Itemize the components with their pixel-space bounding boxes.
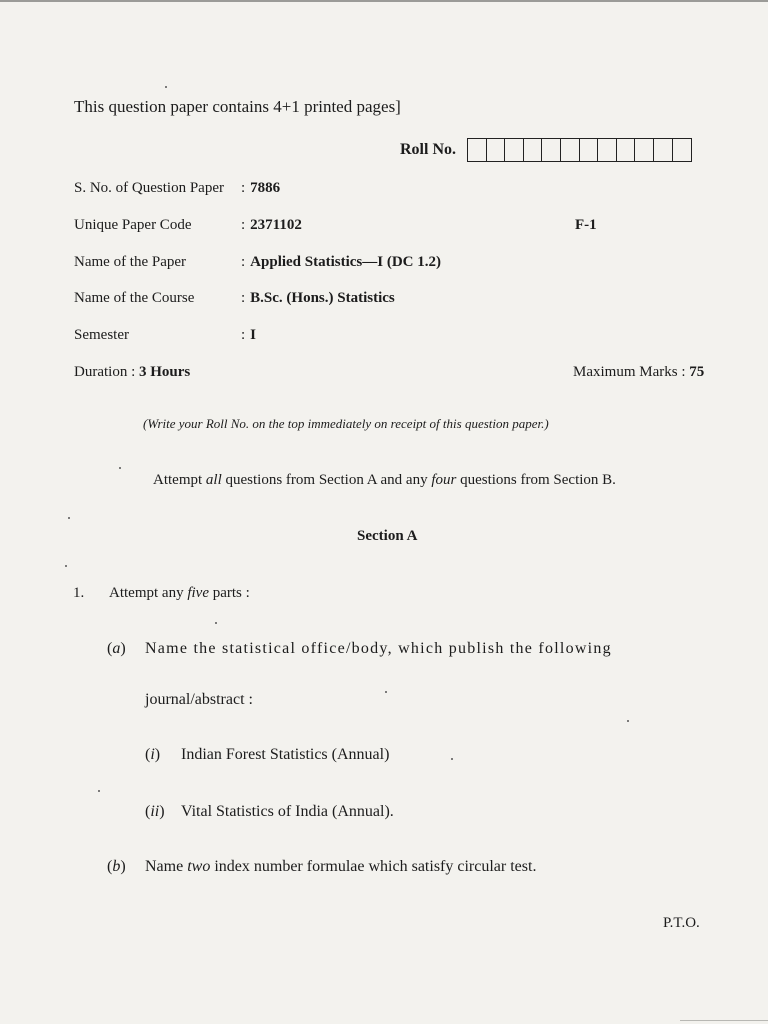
meta-label-course-name: Name of the Course [74, 290, 195, 306]
sub-item-ii-numeral: ii [150, 803, 160, 820]
meta-value-course-name [241, 290, 395, 307]
scan-edge-bottom [680, 1020, 768, 1021]
paren-close: ) [120, 640, 126, 657]
scan-speck [215, 622, 217, 624]
semester-value: I [250, 327, 257, 343]
roll-number-label: Roll No. [400, 141, 456, 158]
duration-value: 3 Hours [139, 364, 191, 380]
paper-name-value: Applied Statistics—I (DC 1.2) [250, 254, 442, 270]
question-1-number: 1. [73, 585, 85, 601]
scan-speck [98, 790, 100, 792]
section-a-heading: Section A [357, 528, 418, 544]
paren-open: ( [107, 858, 113, 875]
paper-code-value: 2371102 [250, 217, 302, 233]
scan-speck [451, 758, 453, 760]
scan-speck [68, 517, 70, 519]
roll-number-box[interactable] [598, 139, 617, 161]
roll-number-box[interactable] [617, 139, 636, 161]
roll-number-box[interactable] [505, 139, 524, 161]
roll-number-box[interactable] [561, 139, 580, 161]
set-code: F-1 [575, 217, 597, 233]
roll-number-box[interactable] [654, 139, 673, 161]
meta-value-serial-no [241, 180, 280, 197]
meta-separator: : [241, 180, 246, 196]
attempt-text-2: questions from Section A and any [221, 472, 432, 488]
meta-value-paper-code [241, 217, 302, 234]
max-marks-value: 75 [689, 364, 705, 380]
meta-label-paper-code: Unique Paper Code [74, 217, 192, 233]
scan-speck [119, 467, 121, 469]
roll-number-instruction: (Write your Roll No. on the top immediately on receipt of this question paper.) [143, 416, 549, 431]
scan-edge-top [0, 0, 768, 2]
roll-number-box[interactable] [635, 139, 654, 161]
paren-open: ( [107, 640, 113, 657]
meta-value-paper-name [241, 254, 441, 271]
maximum-marks [573, 364, 704, 381]
part-b-text [145, 858, 536, 876]
roll-number-box[interactable] [468, 139, 487, 161]
scan-speck [627, 720, 629, 722]
paren-close: ) [120, 858, 126, 875]
sub-item-i-numeral: i [150, 746, 155, 763]
sub-item-i-label: (i) [145, 746, 161, 763]
max-marks-label: Maximum Marks : [573, 364, 690, 380]
scan-speck [165, 86, 167, 88]
sub-item-ii-text: Vital Statistics of India (Annual). [181, 803, 394, 820]
q1-five-emphasis: five [187, 585, 209, 601]
attempt-four-emphasis: four [431, 472, 457, 488]
page-count-note: This question paper contains 4+1 printed pages] [74, 97, 401, 116]
meta-separator: : [241, 327, 246, 343]
roll-number-box[interactable] [487, 139, 506, 161]
roll-number-box[interactable] [542, 139, 561, 161]
attempt-all-emphasis: all [205, 472, 222, 488]
part-a-text-line-1: Name the statistical office/body, which publish the following [145, 640, 612, 657]
part-a-letter: a [112, 640, 121, 657]
meta-label-serial-no: S. No. of Question Paper [74, 180, 224, 196]
meta-value-semester [241, 327, 256, 344]
attempt-instruction [153, 472, 616, 489]
serial-no-value: 7886 [250, 180, 281, 196]
attempt-text-3: questions from Section B. [456, 472, 616, 488]
meta-label-paper-name: Name of the Paper [74, 254, 187, 270]
part-b-text-prefix: Name [145, 858, 188, 875]
part-a-label [107, 640, 126, 658]
q1-text-prefix: Attempt any [109, 585, 188, 601]
roll-number-box[interactable] [580, 139, 599, 161]
course-name-value: B.Sc. (Hons.) Statistics [250, 290, 395, 306]
duration-label: Duration : [74, 364, 139, 380]
meta-separator: : [241, 290, 246, 306]
part-b-label [107, 858, 126, 876]
please-turn-over: P.T.O. [663, 915, 700, 931]
scan-speck [65, 565, 67, 567]
roll-number-boxes[interactable] [467, 138, 692, 162]
sub-item-ii-label: (ii) [145, 803, 165, 820]
part-b-two-emphasis: two [187, 858, 211, 875]
roll-number-box[interactable] [524, 139, 543, 161]
roll-number-box[interactable] [673, 139, 692, 161]
part-a-text-line-2: journal/abstract : [145, 691, 253, 708]
meta-label-semester: Semester [74, 327, 129, 343]
scan-speck [385, 691, 387, 693]
part-b-text-suffix: index number formulae which satisfy circular test. [210, 858, 537, 875]
q1-text-suffix: parts : [208, 585, 250, 601]
duration [74, 364, 190, 381]
sub-item-i-text: Indian Forest Statistics (Annual) [181, 746, 390, 763]
meta-separator: : [241, 217, 246, 233]
attempt-text-1: Attempt [153, 472, 206, 488]
question-1-text [109, 585, 250, 602]
part-b-letter: b [112, 858, 121, 875]
meta-separator: : [241, 254, 246, 270]
